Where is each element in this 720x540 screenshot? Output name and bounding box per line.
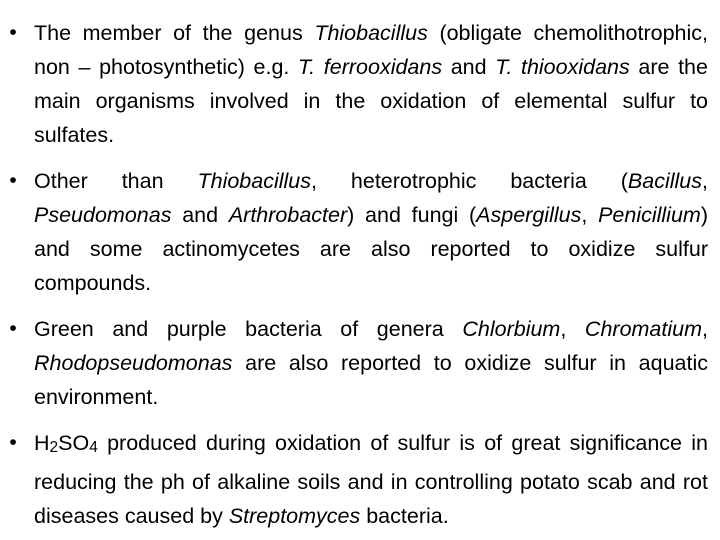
formula-part: SO xyxy=(58,431,90,455)
bullet-text xyxy=(34,312,708,414)
text-run: and xyxy=(442,55,496,79)
text-run: are also reported to oxidize sulfur in aquatic environment. xyxy=(34,351,708,409)
text-run: Green and purple bacteria of genera xyxy=(34,317,463,341)
text-run: , xyxy=(702,317,708,341)
italic-run: Rhodopseudomonas xyxy=(34,351,233,375)
formula-subscript: 4 xyxy=(89,438,98,456)
italic-run: Streptomyces xyxy=(228,503,361,528)
text-run: , xyxy=(560,317,585,341)
formula-part: H xyxy=(34,431,50,455)
bullet-item-green-purple-bacteria xyxy=(0,312,708,414)
text-run: (obligate chemolithotrophic, non – photosynthetic) e.g. xyxy=(34,21,708,79)
text-run: are the main organisms involved in the oxidation of elemental sulfur to sulfates. xyxy=(34,55,708,147)
text-run: Other than xyxy=(34,169,198,193)
text-run: , xyxy=(702,169,708,193)
bullet-item-thiobacillus xyxy=(0,16,708,152)
text-run: bacteria. xyxy=(360,503,449,528)
bullet-icon: • xyxy=(9,317,17,340)
italic-run: Pseudomonas xyxy=(34,203,172,227)
bullet-text xyxy=(34,164,708,300)
italic-run: Chromatium xyxy=(584,317,703,341)
italic-run: Aspergillus xyxy=(476,203,582,227)
italic-run: T. thiooxidans xyxy=(495,55,630,79)
text-run: , heterotrophic bacteria ( xyxy=(311,169,628,193)
text-run: produced during oxidation of sulfur is of great significance in reducing the ph of alkaline soils and in controlling potato scab and rot diseases caused by xyxy=(34,431,708,528)
text-run: ) and fungi ( xyxy=(347,203,477,227)
bullet-icon: • xyxy=(9,169,17,192)
bullet-icon: • xyxy=(9,21,17,44)
italic-run: Arthrobacter xyxy=(228,203,348,227)
bullet-text xyxy=(34,426,708,533)
bullet-text xyxy=(34,16,708,152)
bullet-list xyxy=(0,16,708,533)
italic-run: Bacillus xyxy=(627,169,703,193)
italic-run: Penicillium xyxy=(598,203,701,227)
text-run: , xyxy=(581,203,599,227)
formula-subscript: 2 xyxy=(49,438,59,456)
italic-run: Thiobacillus xyxy=(197,169,312,193)
bullet-item-heterotrophs xyxy=(0,164,708,300)
text-run: and xyxy=(171,203,229,227)
bullet-item-sulfuric-acid xyxy=(0,426,708,533)
bullet-icon: • xyxy=(9,431,17,454)
italic-run: T. ferrooxidans xyxy=(298,55,443,79)
italic-run: Thiobacillus xyxy=(314,21,428,45)
text-run: The member of the genus xyxy=(34,21,315,45)
italic-run: Chlorbium xyxy=(462,317,561,341)
text-run: ) and some actinomycetes are also reported to oxidize sulfur compounds. xyxy=(34,203,708,295)
